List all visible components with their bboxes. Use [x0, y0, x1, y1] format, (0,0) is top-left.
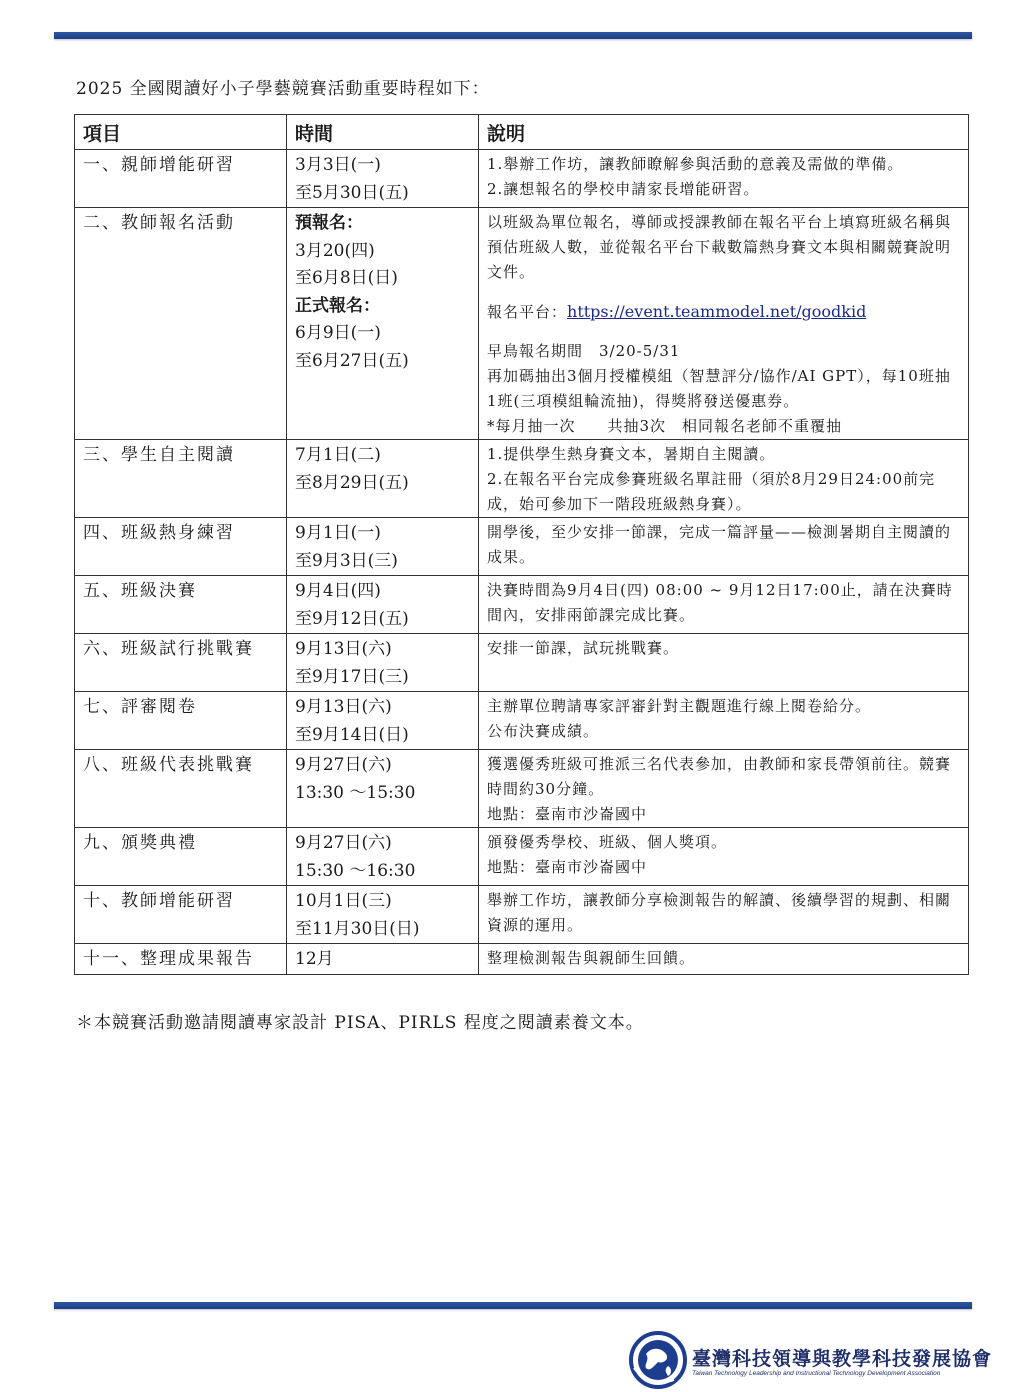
table-row	[75, 828, 969, 886]
row-time	[287, 692, 479, 750]
footnote: ＊本競賽活動邀請閱讀專家設計 PISA、PIRLS 程度之閱讀素養文本。	[76, 1013, 644, 1033]
description-line	[487, 442, 960, 467]
time-line: 至6月27日(五)	[295, 350, 409, 371]
row-description	[479, 828, 969, 886]
row-time	[287, 828, 479, 886]
table-row	[75, 518, 969, 576]
row-item: 九、頒獎典禮	[75, 828, 287, 886]
description-line	[487, 830, 960, 855]
time-line: 13:30 ～15:30	[295, 782, 416, 803]
description-line	[487, 177, 960, 202]
description-text: 報名平台：	[487, 303, 568, 321]
description-line	[487, 299, 960, 325]
time-line: 3月3日(一)	[295, 155, 381, 175]
description-line	[487, 802, 960, 827]
description-text: 頒發優秀學校、班級、個人獎項。	[487, 833, 728, 851]
schedule-table	[74, 114, 969, 975]
description-text: 1.提供學生熱身賽文本，暑期自主閱讀。	[487, 445, 776, 463]
row-item: 六、班級試行挑戰賽	[75, 634, 287, 692]
description-line	[487, 152, 960, 177]
row-item: 八、班級代表挑戰賽	[75, 750, 287, 828]
top-rule	[54, 32, 972, 39]
description-text: 獲選優秀班級可推派三名代表參加，由教師和家長帶領前往。競賽時間約30分鐘。	[487, 755, 952, 798]
time-line: 預報名：	[295, 213, 363, 233]
registration-link[interactable]: https://event.teammodel.net/goodkid	[567, 302, 867, 321]
description-text: 舉辦工作坊，讓教師分享檢測報告的解讀、後續學習的規劃、相關資源的運用。	[487, 891, 952, 934]
row-time	[287, 440, 479, 518]
description-line	[487, 636, 960, 661]
description-line	[487, 520, 960, 570]
row-time	[287, 576, 479, 634]
row-description	[479, 518, 969, 576]
row-item: 四、班級熱身練習	[75, 518, 287, 576]
row-description	[479, 208, 969, 440]
row-time	[287, 944, 479, 975]
row-description	[479, 944, 969, 975]
time-line: 3月20(四)	[295, 240, 375, 261]
description-text: 主辦單位聘請專家評審針對主觀題進行線上閱卷給分。	[487, 697, 872, 715]
description-line	[487, 752, 960, 802]
description-text: 公布決賽成績。	[487, 722, 600, 740]
description-text: *每月抽一次 共抽3次 相同報名老師不重覆抽	[487, 417, 843, 435]
description-text: 整理檢測報告與親師生回饋。	[487, 949, 696, 967]
time-line: 至8月29日(五)	[295, 472, 409, 493]
row-description	[479, 634, 969, 692]
org-name: 臺灣科技領導與教學科技發展協會	[692, 1348, 993, 1370]
time-line: 6月9日(一)	[295, 323, 381, 343]
time-line: 至5月30日(五)	[295, 182, 409, 203]
time-line: 12月	[295, 949, 334, 969]
row-time	[287, 150, 479, 208]
row-description	[479, 150, 969, 208]
time-line: 9月1日(一)	[295, 523, 381, 543]
table-row	[75, 692, 969, 750]
description-line	[487, 414, 960, 439]
table-row	[75, 886, 969, 944]
description-text: 再加碼抽出3個月授權模組（智慧評分/協作/AI GPT），每10班抽1班(三項模組輪流抽)，得獎將發送優惠券。	[487, 367, 951, 410]
description-line	[487, 364, 960, 414]
header-item: 項目	[75, 115, 287, 150]
table-row	[75, 440, 969, 518]
description-line	[487, 339, 960, 364]
table-row	[75, 208, 969, 440]
time-line: 10月1日(三)	[295, 891, 392, 911]
row-description	[479, 692, 969, 750]
row-time	[287, 750, 479, 828]
row-time	[287, 886, 479, 944]
time-line: 至9月12日(五)	[295, 608, 409, 629]
description-line	[487, 578, 960, 628]
time-line: 9月13日(六)	[295, 697, 392, 717]
description-line	[487, 855, 960, 880]
row-item: 十一、整理成果報告	[75, 944, 287, 975]
header-time: 時間	[287, 115, 479, 150]
row-time	[287, 518, 479, 576]
row-item: 二、教師報名活動	[75, 208, 287, 440]
table-row	[75, 750, 969, 828]
description-line	[487, 467, 960, 517]
row-item: 五、班級決賽	[75, 576, 287, 634]
description-text: 2.在報名平台完成參賽班級名單註冊（須於8月29日24:00前完成，始可參加下一階段班級熱身賽）。	[487, 470, 936, 513]
time-line: 9月27日(六)	[295, 755, 392, 775]
row-item: 三、學生自主閱讀	[75, 440, 287, 518]
table-row	[75, 150, 969, 208]
table-row	[75, 944, 969, 975]
description-text: 早鳥報名期間 3/20-5/31	[487, 342, 681, 360]
time-line: 15:30 ～16:30	[295, 860, 416, 881]
table-header-row	[75, 115, 969, 150]
time-line: 至6月8日(日)	[295, 268, 398, 288]
description-line	[487, 719, 960, 744]
bottom-rule	[54, 1302, 972, 1309]
description-line	[487, 888, 960, 938]
header-desc: 說明	[479, 115, 969, 150]
time-line: 至9月14日(日)	[295, 724, 409, 745]
time-line: 至11月30日(日)	[295, 918, 420, 939]
time-line: 7月1日(二)	[295, 445, 381, 465]
row-description	[479, 576, 969, 634]
time-line: 9月13日(六)	[295, 639, 392, 659]
row-item: 一、親師增能研習	[75, 150, 287, 208]
time-line: 至9月3日(三)	[295, 550, 398, 571]
description-text: 地點：臺南市沙崙國中	[487, 805, 648, 823]
description-text: 決賽時間為9月4日(四) 08:00 ~ 9月12日17:00止，請在決賽時間內，安排兩節課完成比賽。	[487, 581, 953, 624]
description-text: 2.讓想報名的學校申請家長增能研習。	[487, 180, 760, 198]
time-line: 9月4日(四)	[295, 581, 381, 601]
intro-heading: 2025 全國閱讀好小子學藝競賽活動重要時程如下：	[76, 79, 490, 99]
row-item: 七、評審閱卷	[75, 692, 287, 750]
row-description	[479, 886, 969, 944]
org-name-en: Taiwan Technology Leadership and Instructional Technology Development Association	[692, 1370, 941, 1377]
description-text: 地點：臺南市沙崙國中	[487, 858, 648, 876]
description-text: 1.舉辦工作坊，讓教師瞭解參與活動的意義及需做的準備。	[487, 155, 904, 173]
row-item: 十、教師增能研習	[75, 886, 287, 944]
description-line	[487, 946, 960, 971]
time-line: 9月27日(六)	[295, 833, 392, 853]
time-line: 正式報名：	[295, 295, 380, 316]
description-line	[487, 694, 960, 719]
description-text: 開學後，至少安排一節課，完成一篇評量——檢測暑期自主閱讀的成果。	[487, 523, 952, 566]
globe-icon	[628, 1330, 688, 1390]
row-time	[287, 208, 479, 440]
row-description	[479, 440, 969, 518]
description-line	[487, 210, 960, 285]
row-time	[287, 634, 479, 692]
description-text: 以班級為單位報名，導師或授課教師在報名平台上填寫班級名稱與預估班級人數，並從報名平台下載數篇熱身賽文本與相關競賽說明文件。	[487, 213, 952, 281]
time-line: 至9月17日(三)	[295, 666, 409, 687]
table-row	[75, 576, 969, 634]
row-description	[479, 750, 969, 828]
table-row	[75, 634, 969, 692]
description-text: 安排一節課，試玩挑戰賽。	[487, 639, 680, 657]
